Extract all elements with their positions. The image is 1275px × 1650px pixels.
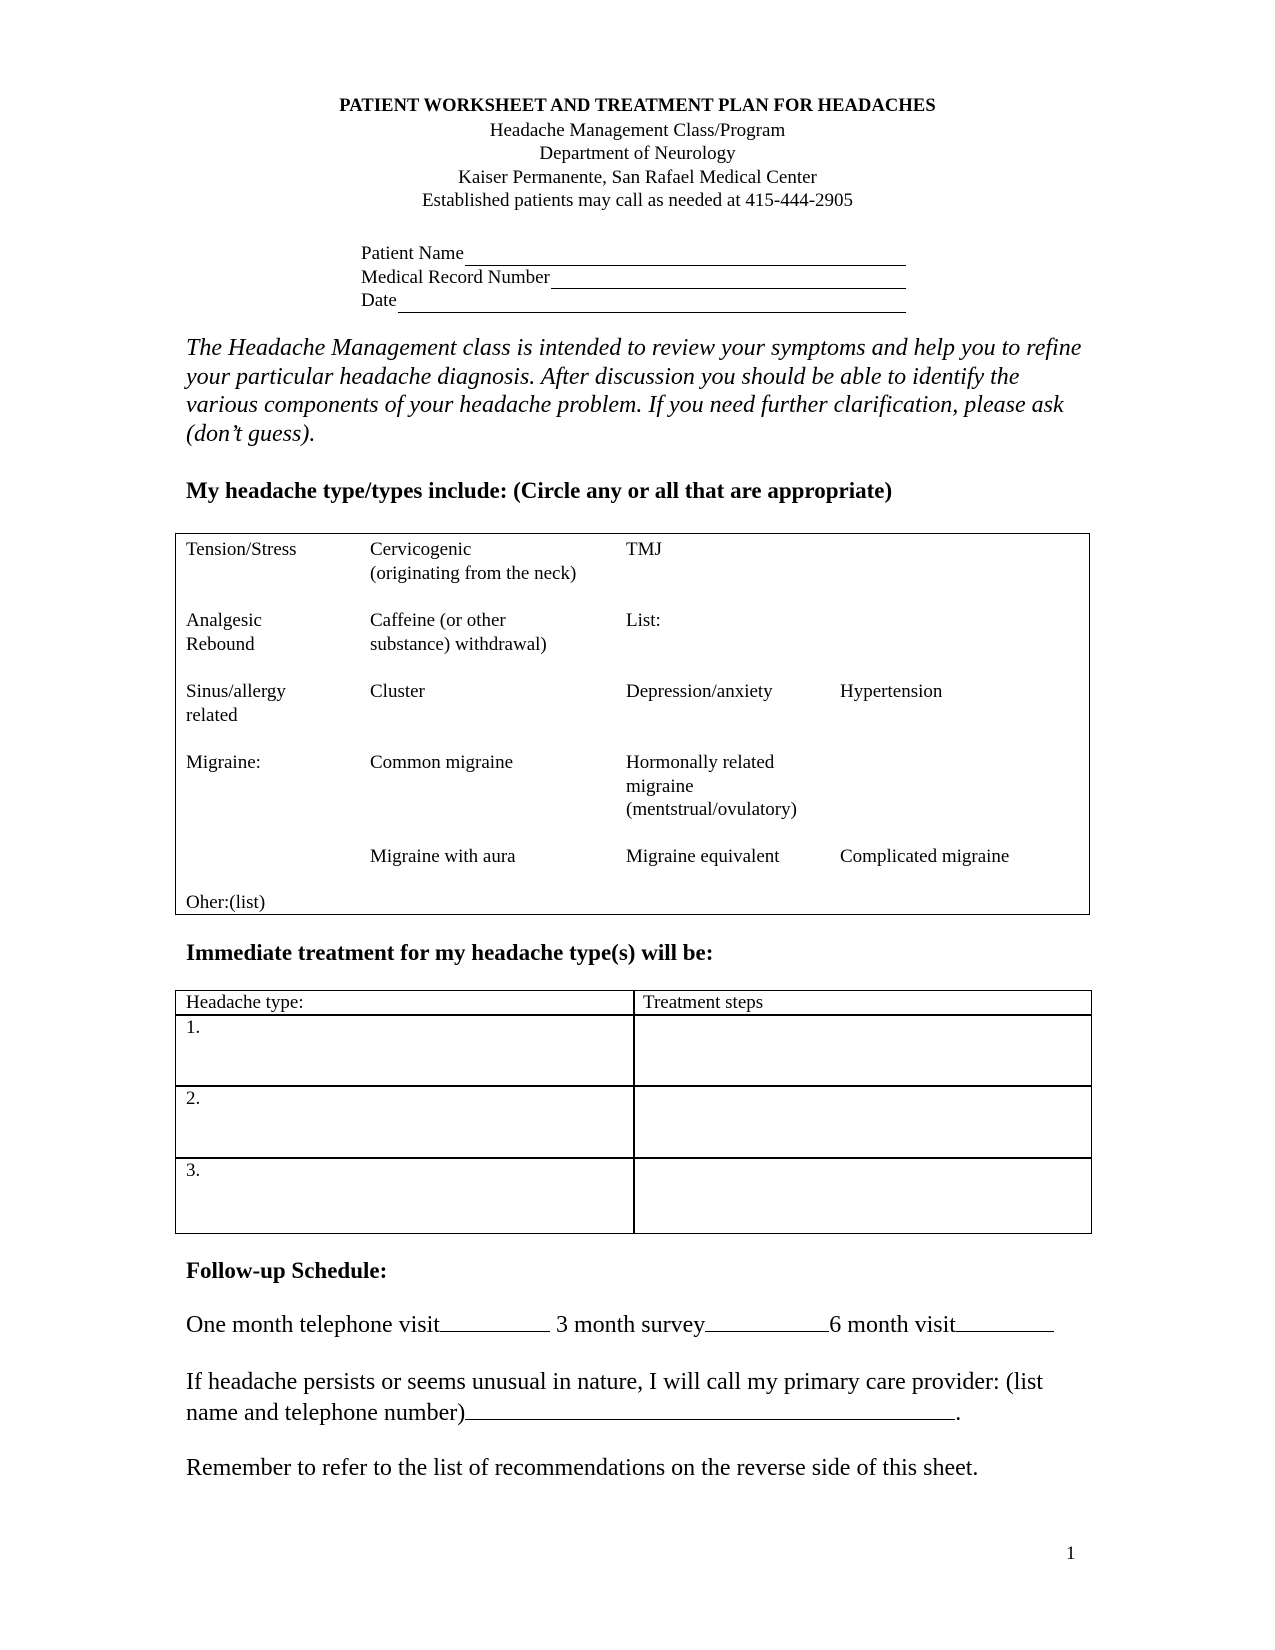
type-rebound-label: Rebound bbox=[186, 633, 255, 655]
headache-types-heading: My headache type/types include: (Circle any or all that are appropriate) bbox=[186, 478, 893, 503]
patient-name-field[interactable] bbox=[361, 242, 906, 266]
treatment-row-3-number: 3. bbox=[186, 1160, 201, 1181]
immediate-treatment-heading: Immediate treatment for my headache type(s) will be: bbox=[186, 940, 714, 965]
pcp-text: If headache persists or seems unusual in nature, I will call my primary care provider: (list name and telephone number) bbox=[186, 1369, 1044, 1426]
patient-name-blank[interactable] bbox=[465, 247, 906, 266]
type-hormonal-note: (mentstrual/ovulatory) bbox=[626, 799, 797, 820]
headache-types-table bbox=[175, 533, 1090, 915]
six-month-label: 6 month visit bbox=[829, 1312, 956, 1338]
type-hormonal-migraine[interactable] bbox=[626, 751, 797, 822]
program-name: Headache Management Class/Program bbox=[489, 119, 786, 141]
intro-paragraph: The Headache Management class is intended to review your symptoms and help you to refine your particular headache diagnosis. After discussion you should be able to identify the various components of your headache problem. If you need further clarification, please ask (don’t guess). bbox=[186, 335, 1082, 447]
three-month-blank[interactable] bbox=[705, 1309, 829, 1332]
type-hypertension[interactable] bbox=[840, 680, 942, 704]
headache-type-column-header: Headache type: bbox=[186, 992, 304, 1013]
type-sinus-allergy[interactable] bbox=[186, 680, 286, 727]
medical-center-name: Kaiser Permanente, San Rafael Medical Center bbox=[458, 166, 817, 188]
pcp-blank[interactable] bbox=[465, 1397, 955, 1420]
date-field[interactable] bbox=[361, 289, 906, 313]
type-cervicogenic-label: Cervicogenic bbox=[370, 539, 472, 560]
type-sinus-related-label: related bbox=[186, 704, 238, 726]
page-number: 1 bbox=[1066, 1543, 1076, 1564]
document-header bbox=[0, 95, 1275, 213]
treatment-table bbox=[175, 990, 1092, 1234]
type-complicated-migraine[interactable] bbox=[840, 845, 1009, 869]
type-migraine-label: Migraine: bbox=[186, 752, 261, 773]
type-complicated-migraine-label: Complicated migraine bbox=[840, 846, 1010, 867]
phone-note: Established patients may call as needed at 415-444-2905 bbox=[421, 190, 854, 211]
type-migraine-aura-label: Migraine with aura bbox=[370, 846, 516, 867]
patient-fields bbox=[361, 242, 906, 313]
reverse-side-reminder: Remember to refer to the list of recommendations on the reverse side of this sheet. bbox=[186, 1455, 979, 1481]
one-month-blank[interactable] bbox=[440, 1309, 550, 1332]
type-cervicogenic-note: (originating from the neck) bbox=[370, 562, 577, 584]
type-tension-label: Tension/Stress bbox=[186, 539, 297, 560]
pcp-period: . bbox=[955, 1400, 962, 1426]
type-analgesic-label: Analgesic bbox=[186, 610, 262, 631]
type-cluster-label: Cluster bbox=[370, 681, 425, 702]
type-other-label: Oher:(list) bbox=[186, 892, 266, 913]
type-migraine-equivalent-label: Migraine equivalent bbox=[626, 846, 780, 867]
type-other[interactable] bbox=[186, 891, 265, 915]
six-month-blank[interactable] bbox=[956, 1309, 1054, 1332]
treatment-row-1-number: 1. bbox=[186, 1017, 201, 1038]
type-withdrawal-label: substance) withdrawal) bbox=[370, 633, 547, 655]
treatment-table-divider bbox=[633, 991, 635, 1233]
date-label: Date bbox=[361, 290, 397, 311]
follow-up-schedule bbox=[186, 1309, 1054, 1339]
type-migraine-equivalent[interactable] bbox=[626, 845, 780, 869]
three-month-label: 3 month survey bbox=[549, 1312, 706, 1338]
type-depression-anxiety[interactable] bbox=[626, 680, 773, 704]
type-caffeine-withdrawal[interactable] bbox=[370, 609, 547, 656]
type-analgesic-rebound[interactable] bbox=[186, 609, 262, 656]
treatment-table-row-rule-2 bbox=[176, 1157, 1091, 1159]
primary-care-provider-paragraph bbox=[186, 1368, 1086, 1428]
type-list-label: List: bbox=[626, 610, 661, 631]
type-hormonal-migraine-label: migraine bbox=[626, 775, 694, 797]
follow-up-heading: Follow-up Schedule: bbox=[186, 1258, 388, 1283]
type-hypertension-label: Hypertension bbox=[840, 681, 943, 702]
treatment-table-row-rule-1 bbox=[176, 1085, 1091, 1087]
type-common-migraine[interactable] bbox=[370, 751, 513, 775]
type-hormonal-label: Hormonally related bbox=[626, 752, 775, 773]
type-tmj[interactable] bbox=[626, 538, 662, 562]
type-cervicogenic[interactable] bbox=[370, 538, 576, 585]
medical-record-number-label: Medical Record Number bbox=[361, 266, 550, 288]
type-tmj-label: TMJ bbox=[626, 539, 662, 560]
type-depression-label: Depression/anxiety bbox=[626, 681, 773, 702]
type-list[interactable] bbox=[626, 609, 661, 633]
document-title: PATIENT WORKSHEET AND TREATMENT PLAN FOR HEADACHES bbox=[339, 96, 936, 116]
type-migraine bbox=[186, 751, 261, 775]
treatment-row-2-number: 2. bbox=[186, 1088, 201, 1109]
one-month-label: One month telephone visit bbox=[186, 1312, 440, 1338]
treatment-steps-column-header: Treatment steps bbox=[643, 992, 764, 1013]
department-name: Department of Neurology bbox=[539, 143, 736, 164]
type-common-migraine-label: Common migraine bbox=[370, 752, 514, 773]
type-caffeine-label: Caffeine (or other bbox=[370, 610, 506, 631]
type-tension[interactable] bbox=[186, 538, 297, 562]
medical-record-number-field[interactable] bbox=[361, 266, 906, 290]
type-sinus-label: Sinus/allergy bbox=[186, 681, 286, 702]
medical-record-number-blank[interactable] bbox=[551, 270, 906, 289]
type-cluster[interactable] bbox=[370, 680, 425, 704]
patient-name-label: Patient Name bbox=[361, 243, 464, 264]
type-migraine-aura[interactable] bbox=[370, 845, 516, 869]
date-blank[interactable] bbox=[398, 294, 906, 313]
treatment-table-header-rule bbox=[176, 1014, 1091, 1016]
